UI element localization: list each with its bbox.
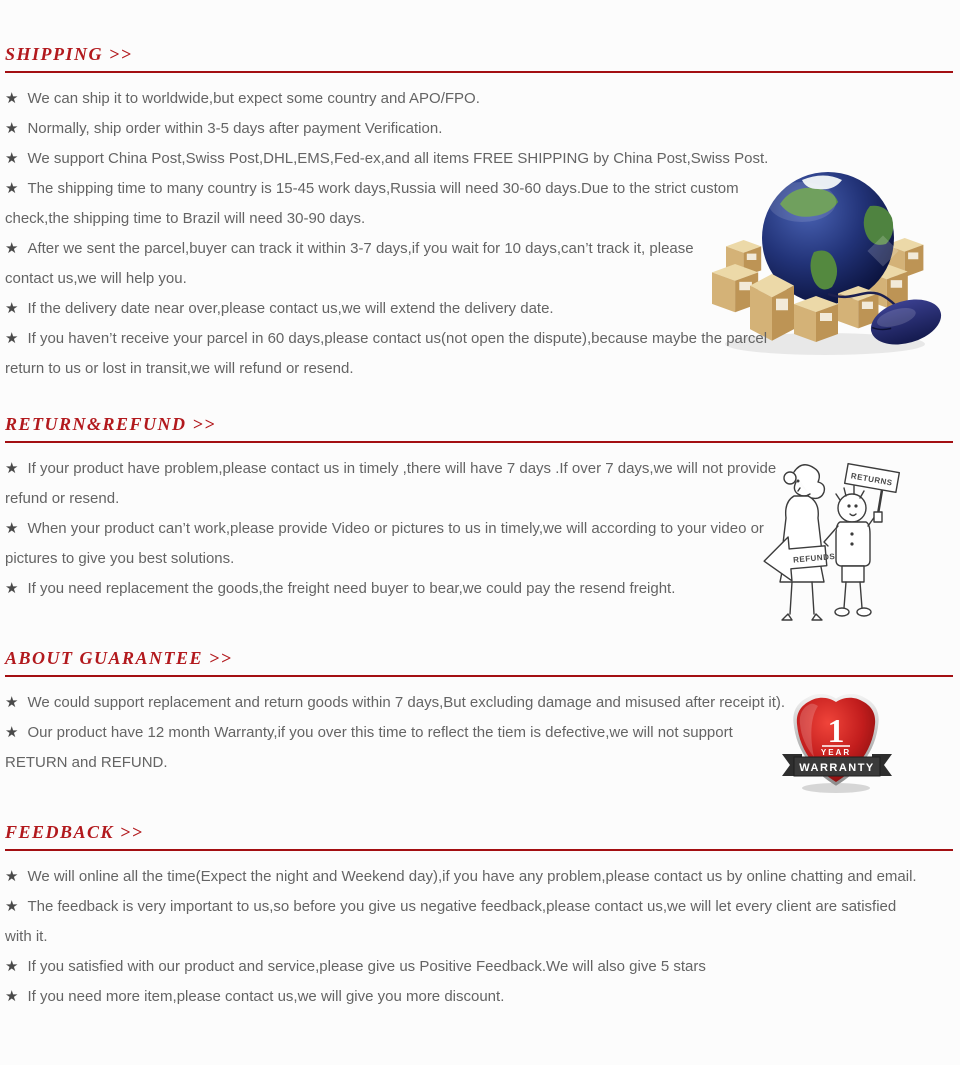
refunds-sign-label: REFUNDS: [792, 551, 836, 565]
bullet-text: Normally, ship order within 3-5 days after payment Verification.: [27, 120, 443, 137]
bullet-item: [5, 952, 955, 982]
bullet-text: Our product have 12 month Warranty,if you over this time to reflect the tiem is defective,we will not support RETURN and REFUND.: [5, 724, 733, 771]
bullet-text: We can ship it to worldwide,but expect some country and APO/FPO.: [27, 90, 480, 107]
section-feedback: [0, 820, 960, 1012]
section-divider: [5, 71, 953, 73]
star-icon: ★: [5, 580, 19, 597]
bullet-item: [5, 718, 775, 778]
star-icon: ★: [5, 958, 19, 975]
star-icon: ★: [5, 694, 19, 711]
bullet-item: [5, 294, 955, 324]
bullet-text: If you need more item,please contact us,we will give you more discount.: [27, 988, 505, 1005]
section-return-refund: [0, 412, 960, 604]
warranty-label: WARRANTY: [799, 762, 875, 774]
bullet-text: The feedback is very important to us,so before you give us negative feedback,please contact us,we will let every client are satisfied with it.: [5, 898, 897, 945]
section-divider: [5, 675, 953, 677]
bullet-item: [5, 114, 955, 144]
section-guarantee: [0, 646, 960, 778]
bullet-item: [5, 234, 735, 294]
bullet-text: We will online all the time(Expect the night and Weekend day),if you have any problem,please contact us by online chatting and email.: [27, 868, 917, 885]
year-label: YEAR: [820, 748, 852, 757]
bullet-text: If the delivery date near over,please contact us,we will extend the delivery date.: [27, 300, 554, 317]
section-title-guarantee: ABOUT GUARANTEE >>: [5, 648, 233, 668]
bullet-item: [5, 982, 955, 1012]
star-icon: ★: [5, 898, 19, 915]
star-icon: ★: [5, 988, 19, 1005]
bullet-item: [5, 174, 763, 234]
bullet-item: [5, 862, 955, 892]
star-icon: ★: [5, 240, 19, 257]
star-icon: ★: [5, 868, 19, 885]
star-icon: ★: [5, 180, 19, 197]
section-divider: [5, 849, 953, 851]
section-shipping: [0, 42, 960, 384]
star-icon: ★: [5, 120, 19, 137]
bullet-item: [5, 688, 955, 718]
star-icon: ★: [5, 90, 19, 107]
star-icon: ★: [5, 724, 19, 741]
bullet-text: If you satisfied with our product and service,please give us Positive Feedback.We will also give 5 stars: [27, 958, 706, 975]
section-divider: [5, 441, 953, 443]
bullet-text: The shipping time to many country is 15-45 work days,Russia will need 30-60 days.Due to the strict custom check,the shipping time to Brazil will need 30-90 days.: [5, 180, 739, 227]
bullet-item: [5, 144, 955, 174]
star-icon: ★: [5, 520, 19, 537]
bullet-text: We could support replacement and return goods within 7 days,But excluding damage and misused after receipt it).: [27, 694, 786, 711]
returns-sign-label: RETURNS: [850, 471, 894, 488]
bullet-item: [5, 574, 955, 604]
bullet-text: If your product have problem,please contact us in timely ,there will have 7 days .If over 7 days,we will not provide refund or resend.: [5, 460, 777, 507]
section-title-shipping: SHIPPING >>: [5, 44, 133, 64]
bullet-text: If you need replacement the goods,the freight need buyer to bear,we could pay the resend freight.: [27, 580, 676, 597]
bullet-text: When your product can’t work,please provide Video or pictures to us in timely,we will according to your video or pictures to give you best solutions.: [5, 520, 764, 567]
bullet-item: [5, 892, 905, 952]
star-icon: ★: [5, 460, 19, 477]
bullet-text: If you haven’t receive your parcel in 60 days,please contact us(not open the dispute),because maybe the parcel return to us or lost in transit,we will refund or resend.: [5, 330, 768, 377]
bullet-text: We support China Post,Swiss Post,DHL,EMS,Fed-ex,and all items FREE SHIPPING by China Post,Swiss Post.: [27, 150, 769, 167]
warranty-number: 1: [827, 713, 845, 750]
star-icon: ★: [5, 330, 19, 347]
section-title-feedback: FEEDBACK >>: [5, 822, 144, 842]
section-title-return-refund: RETURN&REFUND >>: [5, 414, 217, 434]
bullet-list-feedback: [5, 862, 955, 1012]
bullet-item: [5, 454, 785, 514]
bullet-text: After we sent the parcel,buyer can track it within 3-7 days,if you wait for 10 days,can’t track it, please contact us,we will help you.: [5, 240, 694, 287]
star-icon: ★: [5, 300, 19, 317]
star-icon: ★: [5, 150, 19, 167]
bullet-list-shipping: [5, 84, 955, 384]
bullet-list-guarantee: [5, 688, 955, 778]
bullet-list-return-refund: [5, 454, 955, 604]
bullet-item: [5, 84, 955, 114]
bullet-item: [5, 514, 791, 574]
bullet-item: [5, 324, 807, 384]
